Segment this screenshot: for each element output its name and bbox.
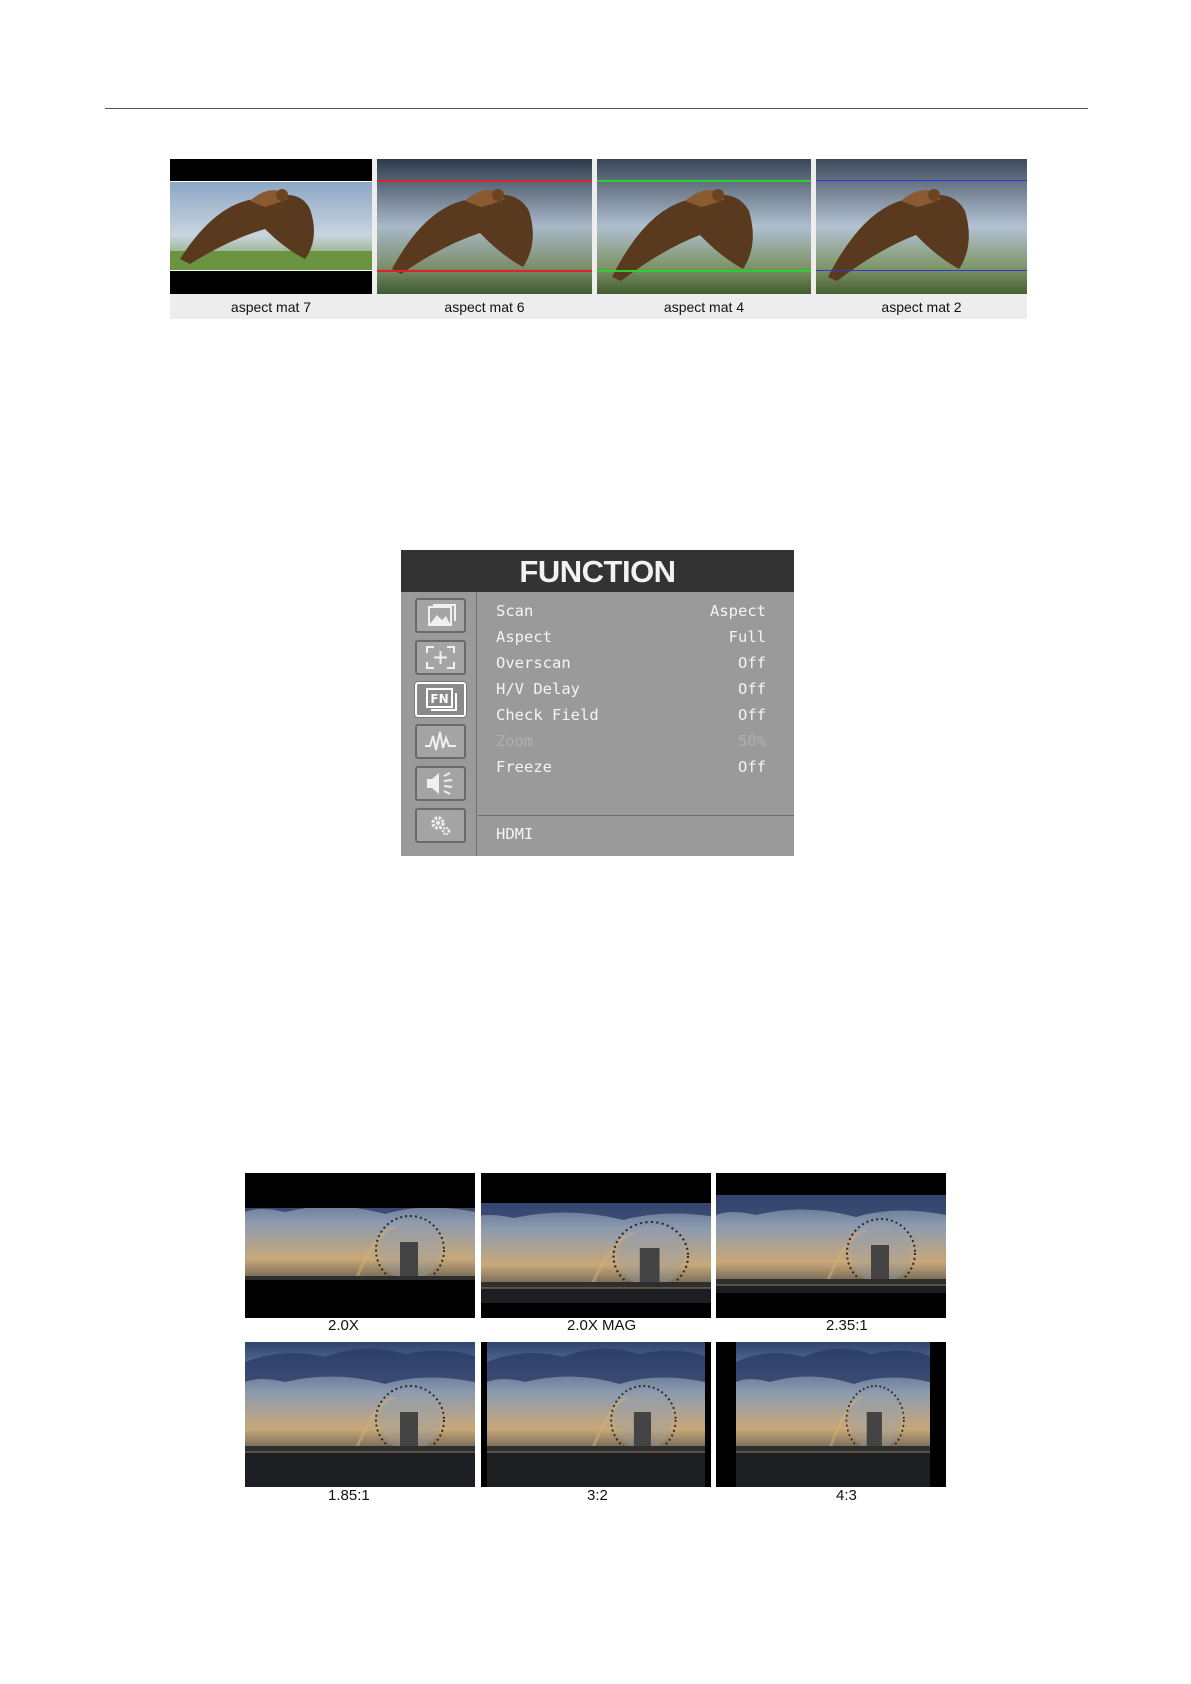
menu-sidebar	[401, 592, 477, 856]
menu-row-aspect[interactable]	[496, 628, 766, 650]
menu-row-value: Off	[738, 706, 766, 724]
menu-row-value: Full	[728, 628, 766, 646]
menu-row-overscan[interactable]	[496, 654, 766, 676]
menu-row-zoom	[496, 732, 766, 754]
waveform-icon[interactable]	[415, 724, 466, 759]
eagle-image-aspect-mat-7	[170, 159, 372, 294]
menu-row-freeze[interactable]	[496, 758, 766, 780]
london-image-4-3	[716, 1342, 946, 1487]
caption-4-3: 4:3	[836, 1487, 857, 1504]
settings-icon[interactable]	[415, 808, 466, 843]
menu-row-label: Check Field	[496, 706, 599, 724]
audio-icon[interactable]	[415, 766, 466, 801]
london-image-3-2	[481, 1342, 711, 1487]
image-icon[interactable]	[415, 598, 466, 633]
caption-2-35-1: 2.35:1	[826, 1317, 868, 1334]
eagle-image-aspect-mat-2	[816, 159, 1027, 294]
caption-2x-mag: 2.0X MAG	[567, 1317, 637, 1334]
london-image-2x-mag	[481, 1173, 711, 1318]
menu-row-value: Aspect	[710, 602, 766, 620]
london-image-2-35-1	[716, 1173, 946, 1318]
menu-row-label: Scan	[496, 602, 534, 620]
input-source-label: HDMI	[496, 825, 534, 843]
menu-row-check-field[interactable]	[496, 706, 766, 728]
menu-row-label: H/V Delay	[496, 680, 580, 698]
menu-divider	[478, 815, 794, 816]
marker-icon[interactable]	[415, 640, 466, 675]
menu-row-scan[interactable]	[496, 602, 766, 624]
menu-row-value: Off	[738, 654, 766, 672]
aspect-mat-strip	[170, 159, 1027, 319]
london-image-2x	[245, 1173, 475, 1318]
menu-row-hv-delay[interactable]	[496, 680, 766, 702]
caption-aspect-mat-4: aspect mat 4	[663, 299, 745, 315]
caption-3-2: 3:2	[587, 1487, 608, 1504]
fn-icon[interactable]	[415, 682, 466, 717]
caption-aspect-mat-6: aspect mat 6	[444, 299, 525, 315]
caption-2x: 2.0X	[328, 1317, 359, 1334]
caption-aspect-mat-7: aspect mat 7	[230, 299, 312, 315]
function-menu	[401, 550, 794, 856]
eagle-image-aspect-mat-4	[597, 159, 811, 294]
caption-aspect-mat-2: aspect mat 2	[881, 299, 962, 315]
menu-row-value: Off	[738, 758, 766, 776]
svg-text:FN: FN	[430, 692, 449, 706]
london-image-1-85-1	[245, 1342, 475, 1487]
header-rule	[105, 108, 1088, 109]
eagle-image-aspect-mat-6	[377, 159, 592, 294]
menu-row-value: 50%	[738, 732, 766, 750]
menu-row-label: Freeze	[496, 758, 552, 776]
menu-title: FUNCTION	[401, 550, 794, 592]
menu-row-label: Zoom	[496, 732, 534, 750]
menu-row-label: Aspect	[496, 628, 552, 646]
menu-row-value: Off	[738, 680, 766, 698]
caption-1-85-1: 1.85:1	[328, 1487, 370, 1504]
menu-row-label: Overscan	[496, 654, 571, 672]
